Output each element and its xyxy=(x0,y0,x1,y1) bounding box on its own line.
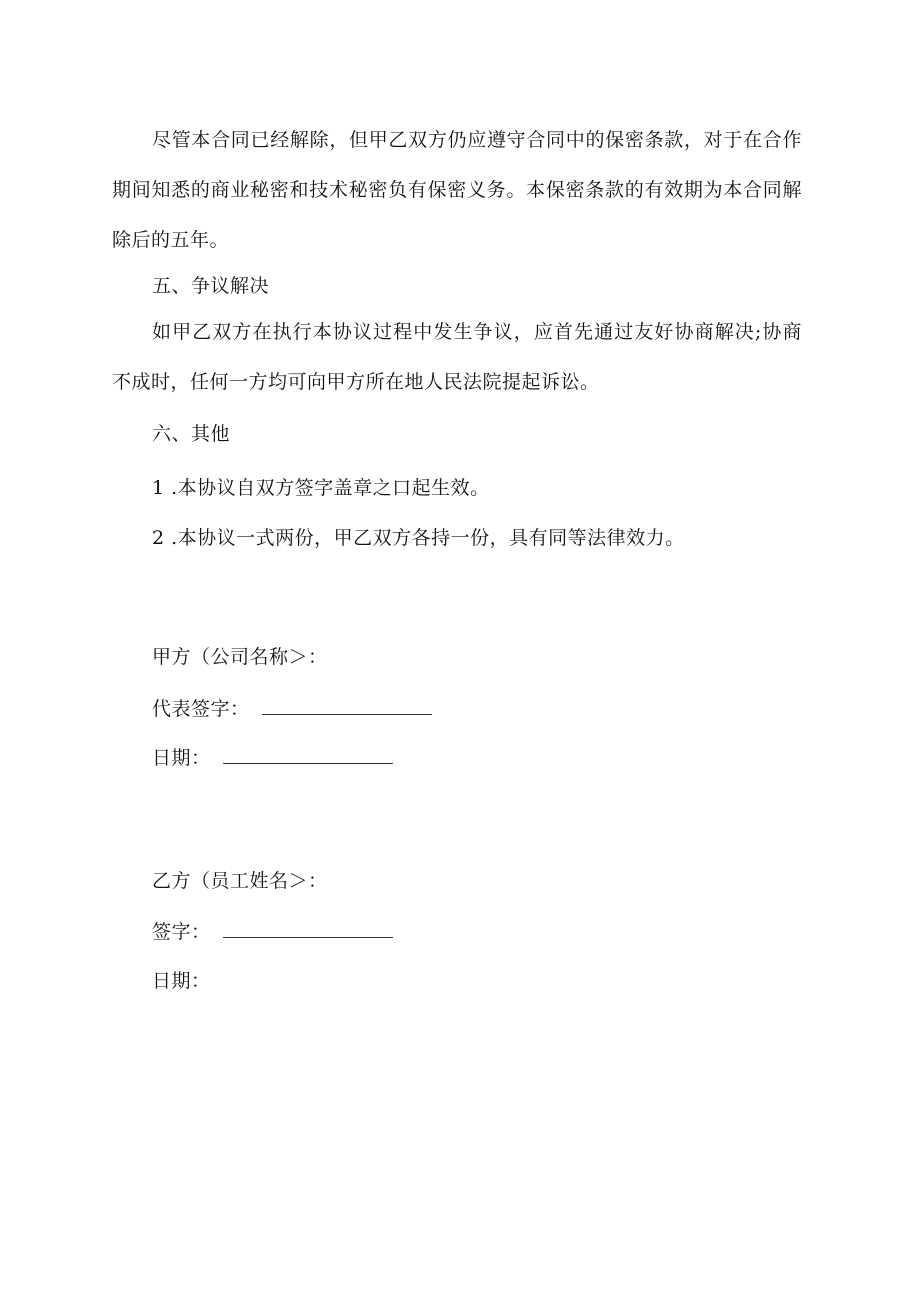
dispute-paragraph: 如甲乙双方在执行本协议过程中发生争议，应首先通过友好协商解决;协商不成时，任何一方均可向甲方所在地人民法院提起诉讼。 xyxy=(112,321,802,393)
party-b-title: 乙方（员工姓名＞： xyxy=(152,870,328,892)
party-a-date-label: 日期： xyxy=(152,747,211,769)
party-a-title: 甲方（公司名称＞： xyxy=(152,646,328,668)
party-a-date-row xyxy=(152,744,393,772)
party-a-date-blank[interactable] xyxy=(223,745,393,764)
party-b-signature-row xyxy=(152,918,393,946)
party-a-rep-signature-label: 代表签字： xyxy=(152,698,250,720)
confidentiality-paragraph: 尽管本合同已经解除，但甲乙双方仍应遵守合同中的保密条款，对于在合作期间知悉的商业秘密和技术秘密负有保密义务。本保密条款的有效期为本合同解除后的五年。 xyxy=(112,129,802,251)
other-item-2: 2 .本协议一式两份，甲乙双方各持一份，具有同等法律效力。 xyxy=(152,527,685,549)
other-item-1: 1 .本协议自双方签字盖章之口起生效。 xyxy=(152,477,490,499)
party-a-rep-signature-blank[interactable] xyxy=(262,696,432,715)
party-a-rep-signature-row xyxy=(152,695,432,723)
dispute-heading: 五、争议解决 xyxy=(152,275,270,297)
party-b-signature-label: 签字： xyxy=(152,921,211,943)
party-b-date-label: 日期： xyxy=(152,970,211,992)
other-heading: 六、其他 xyxy=(152,423,231,445)
party-b-signature-blank[interactable] xyxy=(223,919,393,938)
